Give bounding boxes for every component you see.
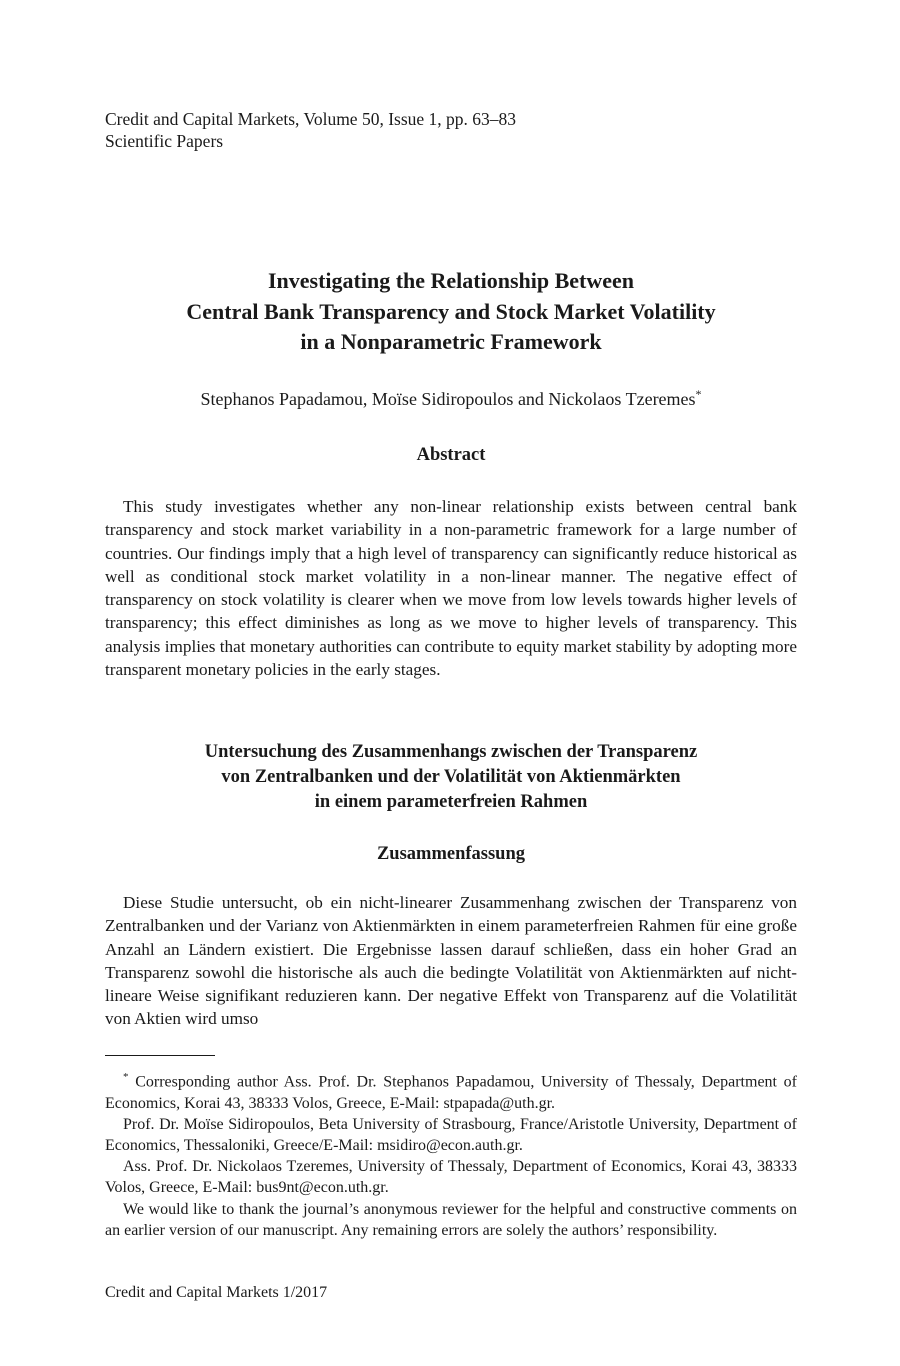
- journal-citation: Credit and Capital Markets, Volume 50, Issue 1, pp. 63–83: [105, 109, 517, 129]
- page-footer: Credit and Capital Markets 1/2017: [105, 1284, 328, 1301]
- paper-title-line-3: in a Nonparametric Framework: [300, 329, 602, 354]
- german-title-line-3: in einem parameterfreien Rahmen: [314, 792, 588, 812]
- footnote-acknowledgement: We would like to thank the journal’s anonymous reviewer for the helpful and constructive comments on an earlier version of our manuscript. Any remaining errors are solely the authors’ responsibility.: [105, 1200, 797, 1239]
- abstract-heading: Abstract: [416, 445, 486, 465]
- zusammenfassung-text: Diese Studie untersucht, ob ein nicht-linearer Zusammenhang zwischen der Transparenz von Zentralbanken und der Varianz von Aktienmärkten in einem parameterfreien Rahmen für eine große Anzahl an Ländern existiert. Die Ergebnisse lassen darauf schließen, dass ein hoher Grad an Transparenz sowohl die historische als auch die bedingte Volatilität von Aktienmärkten auf nicht-lineare Weise signifikant reduzieren kann. Der negative Effekt von Transparenz auf die Volatilität von Aktien wird umso: [105, 893, 797, 1029]
- journal-header: [105, 108, 516, 152]
- german-title: [105, 740, 797, 815]
- footnote-second-author: Prof. Dr. Moïse Sidiropoulos, Beta University of Strasbourg, France/Aristotle University, Department of Economics, Thessaloniki, Greece/E-Mail: msidiro@econ.auth.gr.: [105, 1115, 797, 1154]
- abstract-text: This study investigates whether any non-linear relationship exists between central bank transparency and stock market variability in a non-parametric framework for a large number of countries. Our findings imply that a high level of transparency can significantly reduce historical as well as conditional stock market volatility in a non-linear manner. The negative effect of transparency on stock volatility is clearer when we move from low levels towards higher levels of transparency; this effect diminishes as long as we move to higher levels of transparency. This analysis implies that monetary authorities can contribute to equity market stability by adopting more transparent monetary policies in the early stages.: [105, 497, 797, 680]
- zusammenfassung-heading: Zusammenfassung: [376, 844, 526, 864]
- paper-title-line-1: Investigating the Relationship Between: [267, 268, 635, 293]
- author-list: [105, 382, 797, 411]
- german-title-line-2: von Zentralbanken und der Volatilität von Aktienmärkten: [221, 767, 681, 787]
- footnote-third-author: Ass. Prof. Dr. Nickolaos Tzeremes, University of Thessaly, Department of Economics, Korai 43, 38333 Volos, Greece, E-Mail: bus9nt@econ.uth.gr.: [105, 1158, 797, 1197]
- author-names: Stephanos Papadamou, Moïse Sidiropoulos and Nickolaos Tzeremes: [200, 389, 696, 409]
- footnotes: [105, 1067, 797, 1241]
- paper-title-line-2: Central Bank Transparency and Stock Market Volatility: [186, 298, 716, 324]
- paper-title: [105, 266, 797, 358]
- footnote-text: Corresponding author Ass. Prof. Dr. Stephanos Papadamou, University of Thessaly, Department of Economics, Korai 43, 38333 Volos, Greece, E-Mail: stpapada@uth.gr.: [105, 1073, 798, 1112]
- article-section: Scientific Papers: [105, 131, 224, 151]
- corresponding-author-marker: *: [695, 387, 702, 401]
- german-title-line-1: Untersuchung des Zusammenhangs zwischen der Transparenz: [204, 742, 698, 762]
- footnote-divider: [105, 1055, 215, 1056]
- footnote-corresponding-author: [105, 1067, 797, 1114]
- footnote-marker: *: [123, 1071, 129, 1083]
